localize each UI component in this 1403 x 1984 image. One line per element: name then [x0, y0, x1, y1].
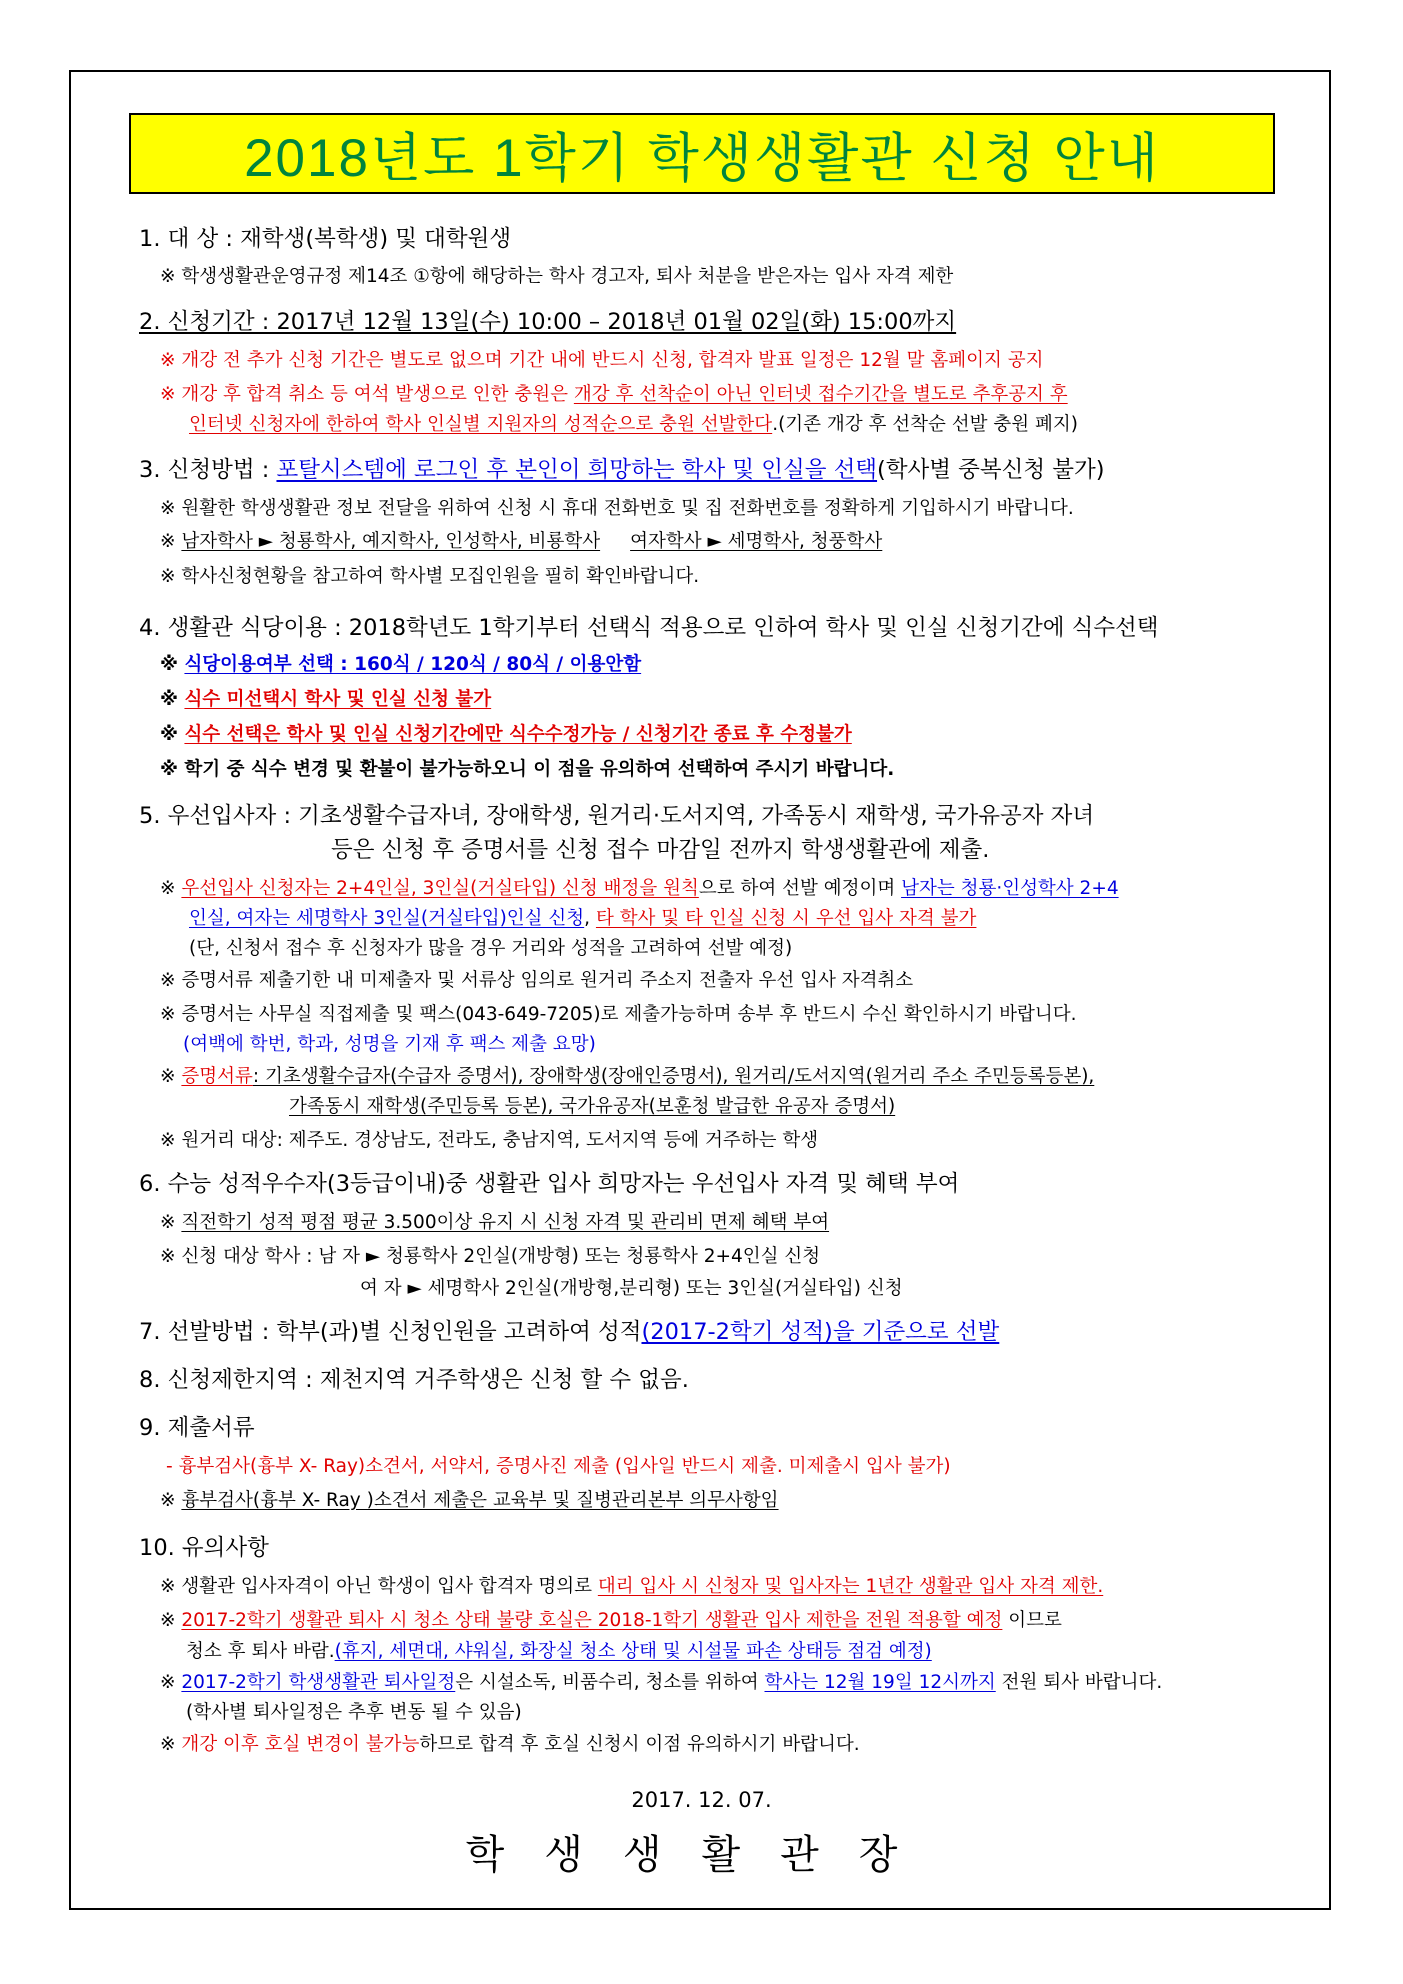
room-change-warning: 개강 이후 호실 변경이 불가능: [181, 1734, 420, 1755]
note-text: ※ 생활관 입사자격이 아닌 학생이 입사 합격자 명의로: [160, 1576, 598, 1597]
note-prefix: ※: [160, 654, 185, 675]
section-5-heading-cont: 등은 신청 후 증명서를 신청 접수 마감일 전까지 학생생활관에 제출.: [331, 837, 990, 863]
note-emphasis: 인터넷 신청자에 한하여 학사 인실별 지원자의 성적순으로 충원 선발한다: [189, 414, 773, 435]
section-5-note-2: ※ 증명서류 제출기한 내 미제출자 및 서류상 임의로 원거리 주소지 전출자 우선 입사 자격취소: [160, 970, 914, 991]
heading-suffix: (학사별 중복신청 불가): [877, 457, 1105, 483]
meal-warning: 식수 미선택시 학사 및 인실 신청 불가: [184, 689, 492, 710]
title-banner: [129, 113, 1275, 194]
section-10-note-3: [160, 1672, 1162, 1693]
note-text: 하므로 합격 후 호실 신청시 이점 유의하시기 바랍니다.: [419, 1734, 860, 1755]
section-9-heading: 9. 제출서류: [139, 1415, 255, 1441]
note-text: 으로 하여 선발 예정이며: [698, 878, 902, 899]
note-text: ※ 개강 후 합격 취소 등 여석 발생으로 인한 충원은: [160, 384, 574, 405]
section-5-note-1: [160, 878, 1119, 899]
section-3-note-3: ※ 학사신청현황을 참고하여 학사별 모집인원을 필히 확인바랍니다.: [160, 566, 700, 587]
note-prefix: ※: [160, 1066, 182, 1087]
section-10-note-2-cont: [186, 1641, 932, 1662]
section-8-heading: 8. 신청제한지역 : 제천지역 거주학생은 신청 할 수 없음.: [139, 1367, 689, 1393]
gpa-requirement: 직전학기 성적 평점 평균 3.500이상 유지 시 신청 자격 및 관리비 면제 혜택 부여: [181, 1212, 830, 1233]
section-6-note-3: 여 자 ► 세명학사 2인실(개방형,분리형) 또는 3인실(거실타입) 신청: [360, 1278, 903, 1299]
priority-disqualify: 타 학사 및 타 인실 신청 시 우선 입사 자격 불가: [595, 908, 977, 929]
documents-label: 증명서류: [181, 1066, 253, 1087]
section-4-note-2: [160, 689, 491, 710]
note-text: 전원 퇴사 바랍니다.: [995, 1672, 1163, 1693]
section-10-note-4: [160, 1734, 860, 1755]
documents-list: : 기초생활수급자(수급자 증명서), 장애학생(장애인증명서), 원거리/도서지역(원거리 주소 주민등록등본),: [252, 1066, 1095, 1087]
signature: 학생생활관장: [465, 1832, 938, 1878]
priority-room-rule: 우선입사 신청자는 2+4인실, 3인실(거실타입) 신청 배정을 원칙: [181, 878, 699, 899]
page-title: 2018년도 1학기 학생생활관 신청 안내: [244, 128, 1160, 188]
section-5-note-3: ※ 증명서는 사무실 직접제출 및 팩스(043-649-7205)로 제출가능하며 송부 후 반드시 수신 확인하시기 바랍니다.: [160, 1004, 1077, 1025]
heading-emphasis: 포탈시스템에 로그인 후 본인이 희망하는 학사 및 인실을 선택: [276, 457, 878, 483]
section-9-note-1: - 흉부검사(흉부 X- Ray)소견서, 서약서, 증명사진 제출 (입사일 반드시 제출. 미제출시 입사 불가): [166, 1456, 951, 1477]
section-3-note-2: [160, 531, 882, 552]
note-text: 이므로: [1002, 1610, 1062, 1631]
note-prefix: ※: [160, 531, 182, 552]
checkout-deadline: 학사는 12월 19일 12시까지: [764, 1672, 996, 1693]
section-1-note: ※ 학생생활관운영규정 제14조 ①항에 해당하는 학사 경고자, 퇴사 처분을 받은자는 입사 자격 제한: [160, 266, 954, 287]
heading-emphasis: (2017-2학기 성적)을 기준으로 선발: [641, 1319, 1000, 1345]
section-10-note-1: [160, 1576, 1103, 1597]
section-4-note-3: [160, 724, 852, 745]
section-2-note-2: [160, 384, 1068, 405]
note-emphasis: 개강 후 선착순이 아닌 인터넷 접수기간을 별도로 추후공지 후: [573, 384, 1068, 405]
note-prefix: ※: [160, 689, 185, 710]
cleaning-warning: 2017-2학기 생활관 퇴사 시 청소 상태 불량 호실은 2018-1학기 생활관 입사 제한을 전원 적용할 예정: [181, 1610, 1003, 1631]
heading-label: 3. 신청방법 :: [139, 457, 277, 483]
section-6-note-1: [160, 1212, 829, 1233]
section-6-heading: 6. 수능 성적우수자(3등급이내)중 생활관 입사 희망자는 우선입사 자격 및 혜택 부여: [139, 1171, 960, 1197]
section-5-note-4: [160, 1066, 1094, 1087]
section-2-heading: 2. 신청기간 : 2017년 12월 13일(수) 10:00 – 2018년 01월 02일(화) 15:00까지: [139, 309, 957, 335]
section-5-note-1-cont: [189, 908, 976, 929]
note-prefix: ※: [160, 1672, 182, 1693]
note-prefix: ※: [160, 878, 182, 899]
section-9-note-2: [160, 1490, 779, 1511]
note-text: .(기존 개강 후 선착순 선발 충원 폐지): [772, 414, 1078, 435]
section-2-note-2-cont: [189, 414, 1078, 435]
note-text: 청소 후 퇴사 바람.: [186, 1641, 335, 1662]
section-5-note-1-cont-2: (단, 신청서 접수 후 신청자가 많을 경우 거리와 성적을 고려하여 선발 예정): [189, 938, 793, 959]
heading-label: 7. 선발방법 : 학부(과)별 신청인원을 고려하여 성적: [139, 1319, 642, 1345]
inspection-items: (휴지, 세면대, 샤워실, 화장실 청소 상태 및 시설물 파손 상태등 점검 예정): [334, 1641, 932, 1662]
section-3-heading: [139, 458, 1105, 484]
note-prefix: ※: [160, 1212, 182, 1233]
note-text: ,: [584, 908, 596, 929]
female-priority-dorm: 인실, 여자는 세명학사 3인실(거실타입)인실 신청: [189, 908, 585, 929]
female-dorm-list: 여자학사 ► 세명학사, 청풍학사: [630, 531, 883, 552]
section-10-note-3-cont: (학사별 퇴사일정은 추후 변동 될 수 있음): [186, 1702, 522, 1723]
note-prefix: ※: [160, 1490, 182, 1511]
male-dorm-list: 남자학사 ► 청룡학사, 예지학사, 인성학사, 비룡학사: [181, 531, 601, 552]
section-5-note-5: ※ 원거리 대상: 제주도. 경상남도, 전라도, 충남지역, 도서지역 등에 거주하는 학생: [160, 1130, 819, 1151]
checkout-schedule: 2017-2학기 학생생활관 퇴사일정: [181, 1672, 456, 1693]
section-4-note-4: ※ 학기 중 식수 변경 및 환불이 불가능하오니 이 점을 유의하여 선택하여 주시기 바랍니다.: [160, 759, 895, 780]
section-10-heading: 10. 유의사항: [139, 1535, 269, 1561]
section-6-note-2: ※ 신청 대상 학사 : 남 자 ► 청룡학사 2인실(개방형) 또는 청룡학사 2+4인실 신청: [160, 1246, 821, 1267]
section-1-heading: 1. 대 상 : 재학생(복학생) 및 대학원생: [139, 226, 512, 252]
meal-change-rule: 식수 선택은 학사 및 인실 신청기간에만 식수수정가능 / 신청기간 종료 후 수정불가: [184, 724, 852, 745]
section-10-note-2: [160, 1610, 1062, 1631]
section-7-heading: [139, 1320, 999, 1346]
section-5-heading: 5. 우선입사자 : 기초생활수급자녀, 장애학생, 원거리·도서지역, 가족동시 재학생, 국가유공자 자녀: [139, 803, 1095, 829]
male-priority-dorm: 남자는 청룡·인성학사 2+4: [901, 878, 1119, 899]
note-prefix: ※: [160, 1610, 182, 1631]
xray-requirement: 흉부검사(흉부 X- Ray )소견서 제출은 교육부 및 질병관리본부 의무사항임: [181, 1490, 779, 1511]
section-5-note-3-cont: (여백에 학번, 학과, 성명을 기재 후 팩스 제출 요망): [183, 1034, 596, 1055]
note-prefix: ※: [160, 724, 185, 745]
note-text: 은 시설소독, 비품수리, 청소를 위하여: [455, 1672, 765, 1693]
section-5-note-4-cont: 가족동시 재학생(주민등록 등본), 국가유공자(보훈청 발급한 유공자 증명서): [289, 1096, 896, 1117]
note-prefix: ※: [160, 1734, 182, 1755]
section-4-heading: 4. 생활관 식당이용 : 2018학년도 1학기부터 선택식 적용으로 인하여 학사 및 인실 신청기간에 식수선택: [139, 615, 1159, 641]
section-2-note-1: ※ 개강 전 추가 신청 기간은 별도로 없으며 기간 내에 반드시 신청, 합격자 발표 일정은 12월 말 홈페이지 공지: [160, 350, 1044, 371]
issue-date: 2017. 12. 07.: [631, 1788, 772, 1812]
section-4-note-1: [160, 654, 641, 675]
proxy-warning: 대리 입사 시 신청자 및 입사자는 1년간 생활관 입사 자격 제한.: [597, 1576, 1104, 1597]
meal-options: 식당이용여부 선택 : 160식 / 120식 / 80식 / 이용안함: [184, 654, 642, 675]
section-3-note-1: ※ 원활한 학생생활관 정보 전달을 위하여 신청 시 휴대 전화번호 및 집 전화번호를 정확하게 기입하시기 바랍니다.: [160, 498, 1074, 519]
